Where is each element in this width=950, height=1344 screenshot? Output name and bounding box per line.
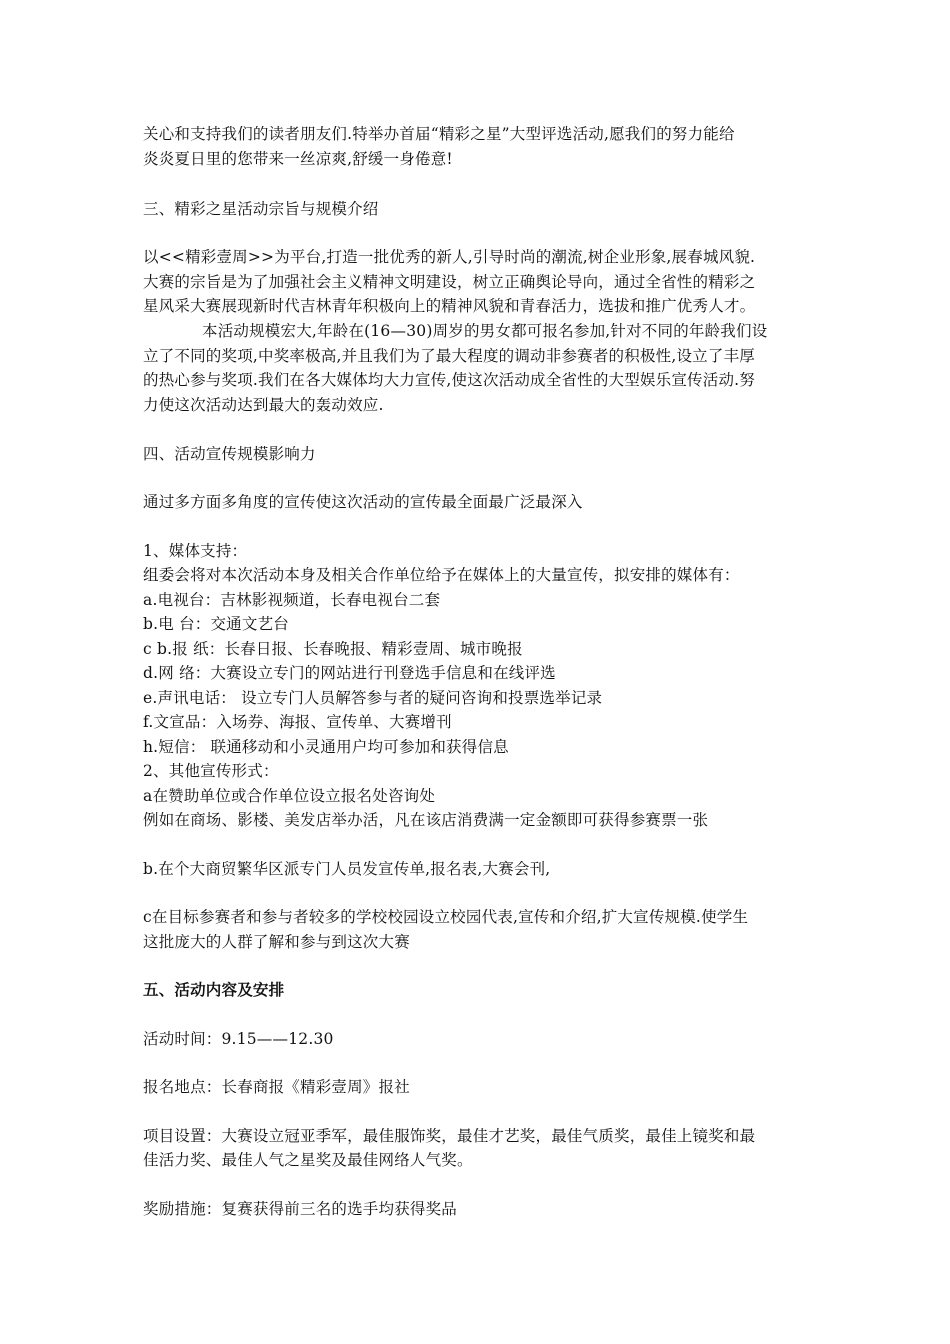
media-item-newspaper: c b.报 纸：长春日报、长春晚报、精彩壹周、城市晚报 (143, 640, 523, 658)
media-support-intro: 组委会将对本次活动本身及相关合作单位给予在媒体上的大量宣传，拟安排的媒体有： (143, 566, 740, 584)
section-5-heading: 五、活动内容及安排 (143, 981, 285, 999)
media-item-tv: a.电视台：吉林影视频道，长春电视台二套 (143, 591, 441, 609)
media-item-radio: b.电 台：交通文艺台 (143, 615, 289, 633)
section-3-paragraph-1-line-1: 以<<精彩壹周>>为平台,打造一批优秀的新人,引导时尚的潮流,树企业形象,展春城风貌. (143, 248, 756, 266)
intro-line-1: 关心和支持我们的读者朋友们.特举办首届“精彩之星”大型评选活动,愿我们的努力能给 (143, 125, 735, 143)
media-support-title: 1、媒体支持： (143, 542, 248, 560)
other-promotion-a-line-2: 例如在商场、影楼、美发店举办活，凡在该店消费满一定金额即可获得参赛票一张 (143, 811, 709, 829)
media-item-sms: h.短信： 联通移动和小灵通用户均可参加和获得信息 (143, 738, 509, 756)
section-3-heading: 三、精彩之星活动宗旨与规模介绍 (143, 200, 379, 218)
intro-line-2: 炎炎夏日里的您带来一丝凉爽,舒缓一身倦意! (143, 150, 453, 168)
section-3-paragraph-1-line-3: 星风采大赛展现新时代吉林青年积极向上的精神风貌和青春活力，选拔和推广优秀人才。 (143, 297, 756, 315)
section-4-heading: 四、活动宣传规模影响力 (143, 445, 316, 463)
section-3-paragraph-2-line-1: 本活动规模宏大,年龄在(16—30)周岁的男女都可报名参加,针对不同的年龄我们设 (202, 322, 768, 340)
other-promotion-c-line-1: c在目标参赛者和参与者较多的学校校园设立校园代表,宣传和介绍,扩大宣传规模.使学生 (143, 908, 749, 926)
other-promotion-c-line-2: 这批庞大的人群了解和参与到这次大赛 (143, 933, 410, 951)
reward-measures: 奖励措施：复赛获得前三名的选手均获得奖品 (143, 1200, 458, 1218)
award-items-line-1: 项目设置：大赛设立冠亚季军，最佳服饰奖，最佳才艺奖，最佳气质奖，最佳上镜奖和最 (143, 1127, 756, 1145)
section-3-paragraph-2-line-2: 立了不同的奖项,中奖率极高,并且我们为了最大程度的调动非参赛者的积极性,设立了丰厚 (143, 347, 755, 365)
section-3-paragraph-2-line-3: 的热心参与奖项.我们在各大媒体均大力宣传,使这次活动成全省性的大型娱乐宣传活动.努 (143, 371, 755, 389)
media-item-phone: e.声讯电话： 设立专门人员解答参与者的疑问咨询和投票选举记录 (143, 689, 603, 707)
award-items-line-2: 佳活力奖、最佳人气之星奖及最佳网络人气奖。 (143, 1151, 473, 1169)
media-item-print: f.文宣品：入场券、海报、宣传单、大赛增刊 (143, 713, 452, 731)
media-item-network: d.网 络：大赛设立专门的网站进行刊登选手信息和在线评选 (143, 664, 556, 682)
section-3-paragraph-1-line-2: 大赛的宗旨是为了加强社会主义精神文明建设，树立正确舆论导向，通过全省性的精彩之 (143, 273, 756, 291)
section-4-summary: 通过多方面多角度的宣传使这次活动的宣传最全面最广泛最深入 (143, 493, 583, 511)
other-promotion-b: b.在个大商贸繁华区派专门人员发宣传单,报名表,大赛会刊, (143, 860, 551, 878)
other-promotion-title: 2、其他宣传形式： (143, 762, 279, 780)
activity-time: 活动时间：9.15——12.30 (143, 1030, 334, 1048)
other-promotion-a-line-1: a在赞助单位或合作单位设立报名处咨询处 (143, 787, 436, 805)
section-3-paragraph-2-line-4: 力使这次活动达到最大的轰动效应. (143, 396, 384, 414)
registration-location: 报名地点：长春商报《精彩壹周》报社 (143, 1078, 410, 1096)
